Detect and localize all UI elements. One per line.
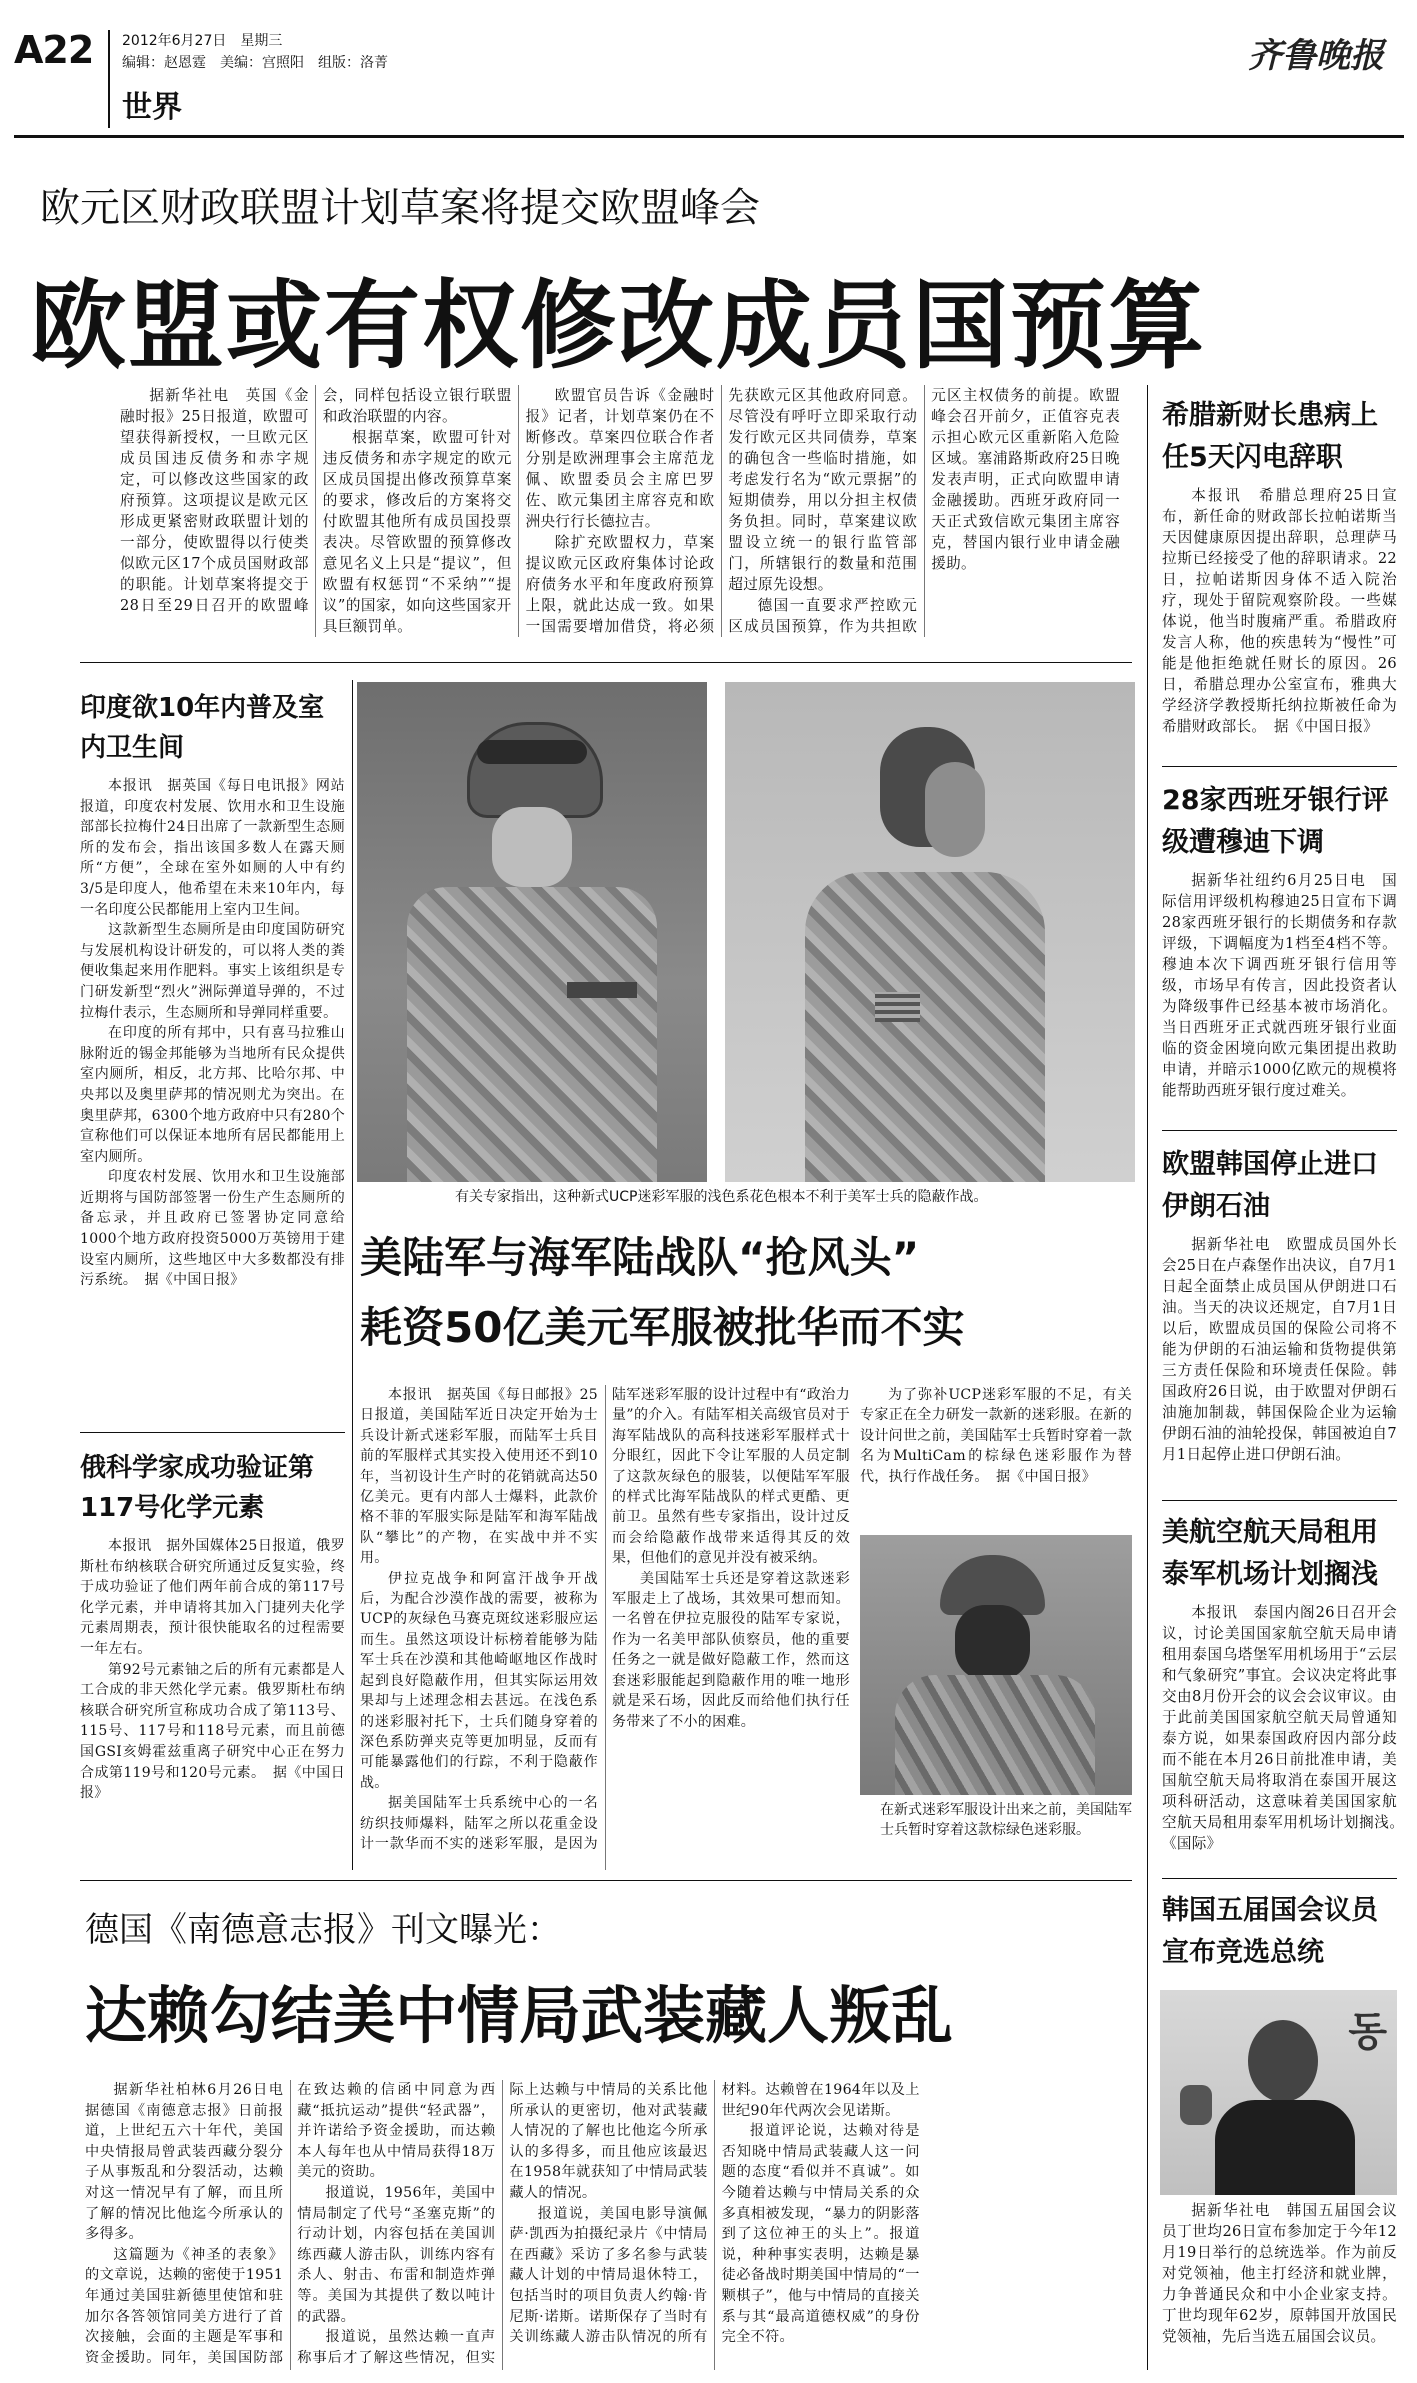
sidebar-item-body [1162, 2200, 1397, 2347]
lead-paragraph: 据新华社电 英国《金融时报》25日报道，欧盟可望获得新授权，一旦欧元区成员国违反债务和赤字规定，可以修改这些国家的政府预算。这项提议是欧元区形成更紧密财政联盟计划的一部分，使欧盟得以行使类似欧元区17个成员国财政部的职能。计划草案将提交于28日至29日召开的欧盟峰会，同样包括设立银行联盟和政治联盟的内容。 [120, 387, 512, 614]
sidebar-title: 美航空航天局租用泰军机场计划搁浅 [1162, 1517, 1378, 1590]
bottom-headline: 达赖勾结美中情局武装藏人叛乱 [85, 1979, 954, 2052]
left-paragraph: 这款新型生态厕所是由印度国防研究与发展机构设计研发的，可以将人类的粪便收集起来用作肥料。事实上该组织是专门研发新型“烈火”洲际弹道导弹的，不过拉梅什表示，生态厕所和导弹同样重要。 [80, 922, 345, 1021]
left-separator [80, 1432, 345, 1433]
sidebar-separator [1162, 1500, 1397, 1501]
uniform [895, 1675, 1095, 1795]
sidebar-item [1162, 395, 1397, 737]
politician-hand [1180, 2085, 1212, 2125]
sidebar-item [1162, 1890, 1397, 1974]
bottom-kicker: 德国《南德意志报》刊文曝光： [85, 1910, 561, 1950]
sidebar-body: 本报讯 泰国内阁26日召开会议，讨论美国国家航空航天局申请租用泰国乌塔堡军用机场用于“云层和气象研究”事宜。会议决定将此事交由8月份开会的议会会议审议。由于此前美国国家航空航天局曾通知泰方说，如果泰国政府因内部分歧而不能在本月26日前批准申请，美国航空航天局将取消在泰国开展这项科研活动，这意味着美国国家航空航天局租用泰军用机场计划搁浅。 《国际》 [1162, 1604, 1412, 1852]
flag-patch [875, 992, 920, 1022]
staff-credits: 编辑：赵恩霆 美编：宫照阳 组版：洛菁 [122, 55, 388, 71]
bottom-paragraph: 报道评论说，达赖对待是否知晓中情局武装藏人这一问题的态度“看似并不真诚”。如今随着达赖与中情局关系的众多真相被发现，“暴力的阴影落到了这位神王的头上”。报道说，种种事实表明，达赖是暴徒必备战时期美国中情局的“一颗棋子”，他与中情局的直接关系与其“最高道德权威”的身份完全不符。 [721, 2123, 920, 2346]
lead-paragraph: 除扩充欧盟权力，草案提议欧元区政府集体讨论政府债务水平和年度政府预算上限，就此达成一致。如果一国需要增加借贷，将必须先获欧元区其他政府同意。尽管没有呼吁立即采取行动发行欧元区共同债券，草案的确包含一些临时措施，如考虑发行名为“欧元票据”的短期债券，用以分担主权债务负担。同时，草案建议欧盟设立统一的银行监管部门，所辖银行的数量和范围超过原先设想。 [525, 387, 918, 635]
face-profile [925, 762, 985, 857]
goggles [477, 740, 587, 764]
politician-head [1248, 2020, 1318, 2102]
lead-headline: 欧盟或有权修改成员国预算 [30, 269, 1206, 382]
sidebar-title: 希腊新财长患病上任5天闪电辞职 [1162, 400, 1378, 473]
sidebar-item [1162, 1512, 1412, 1854]
feature-paragraph: 美国陆军士兵还是穿着这款迷彩军服走上了战场，其效果可想而知。一名曾在伊拉克服役的陆军专家说，作为一名美甲部队侦察员，他的重要任务之一就是做好隐蔽工作，然而这套迷彩服能起到隐蔽作用的唯一地形就是采石场，因此反而给他们执行任务带来了不小的困难。 [612, 1570, 850, 1730]
politician-photo [1160, 1990, 1397, 2195]
lead-bottom-rule [80, 662, 1132, 663]
sidebar-separator [1162, 1878, 1397, 1879]
multicam-photo-caption: 在新式迷彩军服设计出来之前，美国陆军士兵暂时穿着这款棕绿色迷彩服。 [880, 1802, 1132, 1838]
sidebar-item [1162, 780, 1397, 1101]
bottom-rule [80, 1880, 1132, 1881]
face [492, 807, 572, 887]
feature-paragraph: 伊拉克战争和阿富汗战争开战后，为配合沙漠作战的需要，被称为UCP的灰绿色马赛克斑纹迷彩服应运而生。虽然这项设计标榜着能够为陆军士兵在沙漠和其他崎岖地区作战时起到良好隐蔽作用，但其实际运用效果却与上述理念相去甚远。在浅色系的迷彩服衬托下，士兵们随身穿着的深色系防弹夹克等更加明显，反而有可能暴露他们的行踪，不利于隐蔽作战。 [360, 1570, 598, 1791]
sidebar-separator [1162, 1130, 1397, 1131]
lead-body [120, 385, 1120, 637]
left-story-title: 印度欲10年内普及室内卫生间 [80, 693, 325, 763]
feature-body [360, 1385, 850, 1870]
multicam-soldier-photo [860, 1535, 1132, 1795]
uniform [407, 887, 657, 1182]
left-paragraph: 印度农村发展、饮用水和卫生设施部近期将与国防部签署一份生产生态厕所的备忘录，并且政府已签署协定同意给1000个地方政府投资5000万英镑用于建设室内厕所，这些地区中大多数都没有排污系统。 据《中国日报》 [80, 1169, 345, 1289]
feature-paragraph: 为了弥补UCP迷彩军服的不足，有关专家正在全力研发一款新的迷彩服。在新的设计问世之前，美国陆军士兵暂时穿着一款名为MultiCam的棕绿色迷彩服作为替代，执行作战任务。 据《中国日报》 [860, 1387, 1132, 1485]
masthead-divider [108, 30, 110, 128]
left-paragraph: 在印度的所有邦中，只有喜马拉雅山脉附近的锡金邦能够为当地所有民众提供室内厕所，相反，北方邦、比哈尔邦、中央邦以及奥里萨邦的情况则尤为突出。在奥里萨邦，6300个地方政府中只有280个宣称他们可以保证本地所有居民都能用上室内厕所。 [80, 1025, 345, 1165]
sidebar-title: 韩国五届国会议员宣布竞选总统 [1162, 1895, 1378, 1968]
left-paragraph: 本报讯 据英国《每日电讯报》网站报道，印度农村发展、饮用水和卫生设施部部长拉梅什24日出席了一款新型生态厕所的发布会，指出该国多数人在露天厕所“方便”，全球在室外如厕的人中有约3/5是印度人，他希望在未来10年内，每一名印度公民都能用上室内卫生间。 [80, 778, 345, 918]
left-paragraph: 本报讯 据外国媒体25日报道，俄罗斯杜布纳核联合研究所通过反复实验，终于成功验证了他们两年前合成的第117号化学元素，并申请将其加入门捷列夫化学元素周期表，预计很快能取名的过程需要一年左右。 [80, 1538, 345, 1657]
sidebar-item [1162, 1144, 1397, 1465]
helmet [467, 722, 603, 818]
left-story-title: 俄科学家成功验证第117号化学元素 [80, 1453, 315, 1523]
feature-headline-1: 美陆军与海军陆战队“抢风头” [360, 1233, 920, 1282]
soldier-front-photo [357, 682, 707, 1182]
page-number: A22 [14, 28, 94, 72]
bottom-paragraph: 据新华社柏林6月26日电 据德国《南德意志报》日前报道，上世纪五六十年代，美国中央情报局曾武装西藏分裂分子从事叛乱和分裂活动，达赖对这一情况早有了解，而且所了解的情况比他迄今所承认的多得多。 [85, 2082, 298, 2243]
bottom-body [85, 2080, 1132, 2370]
masthead-rule [14, 135, 1404, 138]
uniform [805, 872, 1045, 1182]
bottom-paragraph: 报道说，1956年，美国中情局制定了代号“圣塞克斯”的行动计划，内容包括在美国训练西藏人游击队，训练内容有杀人、射击、布雷和制造炸弹等。美国为其提供了数以吨计的武器。 [297, 2184, 496, 2325]
feature-photo-caption: 有关专家指出，这种新式UCP迷彩军服的浅色系花色根本不利于美军士兵的隐蔽作战。 [455, 1189, 988, 1205]
lead-paragraph: 德国一直要求严控欧元区成员国预算，作为共担欧元区主权债务的前提。欧盟峰会召开前夕，正值容克表示担心欧元区重新陷入危险区域。塞浦路斯政府25日晚发表声明，正式向欧盟申请金融援助。西班牙政府同一天正式致信欧元集团主席容克，替国内银行业申请金融援助。 [728, 387, 1120, 635]
left-story [80, 688, 345, 1291]
sidebar-body: 据新华社电 欧盟成员国外长会25日在卢森堡作出决议，自7月1日起全面禁止成员国从伊朗进口石油。当天的决议还规定，自7月1日以后，欧盟成员国的保险公司将不能为伊朗的石油运输和货物提供第三方责任保险和环境责任保险。韩国政府26日说，由于欧盟对伊朗石油施加制裁，韩国保险企业为运输伊朗石油的油轮投保，韩国被迫自7月1日起停止进口伊朗石油。 [1162, 1236, 1397, 1463]
issue-date: 2012年6月27日 星期三 [122, 33, 283, 49]
politician-body [1215, 2100, 1355, 2195]
sidebar-body: 据新华社纽约6月25日电 国际信用评级机构穆迪25日宣布下调28家西班牙银行的长期债务和存款评级，下调幅度为1档至4档不等。穆迪本次下调西班牙银行信用等级，市场早有传言，因此投资者认为降级事件已经基本被市场消化。当日西班牙正式就西班牙银行业面临的资金困境向欧元集团提出救助申请，并暗示1000亿欧元的规模将能帮助西班牙银行度过难关。 [1162, 872, 1397, 1099]
newspaper-logo: 齐鲁晚报 [1248, 36, 1384, 76]
lead-paragraph: 欧盟官员告诉《金融时报》记者，计划草案仍在不断修改。草案四位联合作者分别是欧洲理事会主席范龙佩、欧盟委员会主席巴罗佐、欧元集团主席容克和欧洲央行行长德拉吉。 [525, 387, 715, 530]
section-name: 世界 [122, 90, 182, 125]
bottom-paragraph: 这篇题为《神圣的表象》的文章说，达赖的密使于1951年通过美国驻新德里使馆和驻加尔各答领馆同美方进行了首次接触，会面的主题是军事和资金援助。同年，美国国防部在致达赖的信函中同意为西藏“抵抗运动”提供“轻武器”，并许诺给予资金援助，而达赖本人每年也从中情局获得18万美元的资助。 [85, 2082, 496, 2366]
backdrop-sign: 동 [1348, 2009, 1387, 2055]
sidebar-body: 本报讯 希腊总理府25日宣布，新任命的财政部长拉帕诺斯当天因健康原因提出辞职，总理萨马拉斯已经接受了他的辞职请求。22日，拉帕诺斯因身体不适入院治疗，现处于留院观察阶段。一些媒体说，他当时腹痛严重。希腊政府发言人称，他的疾患转为“慢性”可能是他拒绝就任财长的原因。26日，希腊总理办公室宣布，雅典大学经济学教授斯托纳拉斯被任命为希腊财政部长。 据《中国日报》 [1162, 487, 1397, 735]
sidebar-separator [1162, 766, 1397, 767]
soldier-side-photo [725, 682, 1135, 1182]
lead-kicker: 欧元区财政联盟计划草案将提交欧盟峰会 [40, 185, 760, 231]
sidebar-title: 欧盟韩国停止进口伊朗石油 [1162, 1149, 1378, 1222]
bottom-paragraph: 报道说，虽然达赖一直声称事后才了解这些情况，但实际上达赖与中情局的关系比他所承认的更密切，他对武装藏人情况的了解也比他迄今所承认的多得多，而且他应该最迟在1958年就获知了中情局武装藏人的情况。 [297, 2082, 708, 2366]
feature-paragraph: 据美国陆军士兵系统中心的一名纺织技师爆料，陆军之所以花重金设计一款华而不实的迷彩军服，是因为陆军迷彩军服的设计过程中有“政治力量”的介入。有陆军相关高级官员对于海军陆战队的高科技迷彩军服样式十分眼红，因此下令让军服的人员定制了这款灰绿色的服装，以便陆军军服的样式比海军陆战队的样式更酷、更前卫。虽然有些专家指出，设计过反而会给隐蔽作战带来适得其反的效果，但他们的意见并没有被采纳。 [360, 1387, 850, 1852]
face [955, 1605, 1030, 1680]
sidebar-body: 据新华社电 韩国五届国会议员丁世均26日宣布参加定于今年12月19日举行的总统选举。作为前反对党领袖，他主打经济和就业牌，力争普通民众和中小企业家支持。丁世均现年62岁，原韩国开放国民党领袖，先后当选五届国会议员。 [1162, 2202, 1397, 2345]
feature-body-continued [860, 1385, 1132, 1487]
sidebar-title: 28家西班牙银行评级遭穆迪下调 [1162, 785, 1389, 858]
left-story [80, 1448, 345, 1804]
left-paragraph: 第92号元素铀之后的所有元素都是人工合成的非天然化学元素。俄罗斯杜布纳核联合研究所宣称成功合成了第113号、115号、117号和118号元素，而且前德国GSI亥姆霍兹重离子研究中心正在努力合成第119号和120号元素。 据《中国日报》 [80, 1661, 345, 1802]
feature-headline-2: 耗资50亿美元军服被批华而不实 [360, 1303, 965, 1352]
name-tape [567, 982, 637, 998]
left-column-divider [352, 680, 353, 1870]
bottom-paragraph: 报道说，美国电影导演佩萨·凯西为拍摄纪录片《中情局在西藏》采访了多名参与武装藏人计划的中情局退休特工，包括当时的项目负责人约翰·肯尼斯·诺斯。诺斯保存了当时有关训练藏人游击队情况的所有材料。达赖曾在1964年以及上世纪90年代两次会见诺斯。 [509, 2082, 920, 2346]
sidebar-divider [1147, 385, 1148, 2370]
feature-paragraph: 本报讯 据英国《每日邮报》25日报道，美国陆军近日决定开始为士兵设计新式迷彩军服，而陆军士兵目前的军服样式其实投入使用还不到10年，当初设计生产时的花销就高达50亿美元。更有内部人士爆料，此款价格不菲的军服实际是陆军和海军陆战队“攀比”的产物，在实战中并不实用。 [360, 1387, 598, 1567]
lead-paragraph: 根据草案，欧盟可针对违反债务和赤字规定的欧元区成员国提出修改预算草案的要求，修改后的方案将交付欧盟其他所有成员国投票表决。尽管欧盟的预算修改意见名义上只是“提议”，但欧盟有权惩罚“不采纳”“提议”的国家，如向这些国家开具巨额罚单。 [322, 429, 512, 635]
